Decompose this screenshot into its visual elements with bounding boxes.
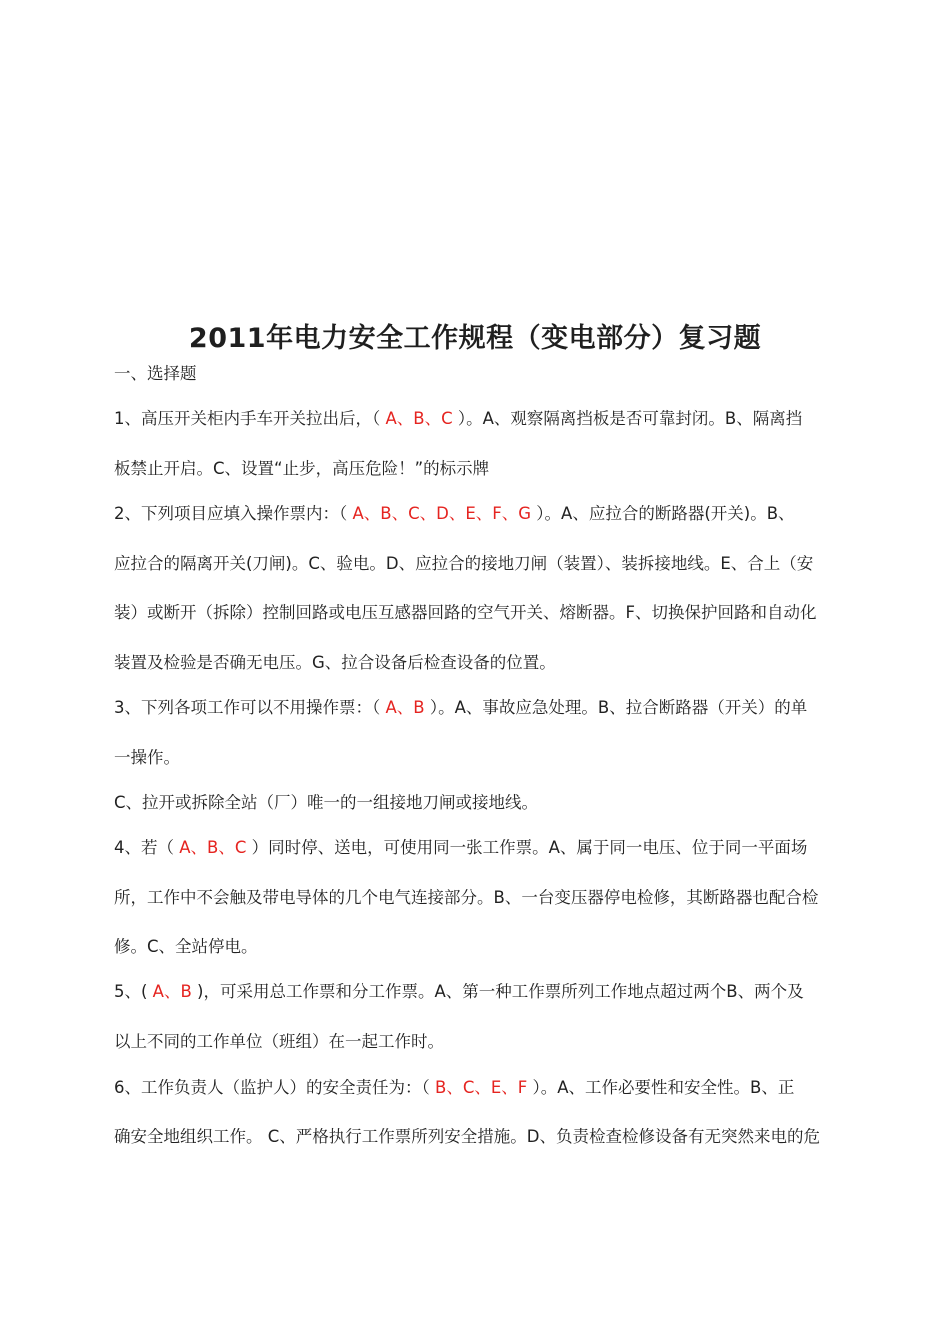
answer-text: A、B、C <box>174 838 252 857</box>
text-line <box>114 1030 844 1054</box>
line-text: 4、若（ <box>114 838 174 857</box>
text-line <box>114 980 844 1004</box>
line-text-continued: ）。A、应拉合的断路器(开关)。B、 <box>536 504 795 523</box>
text-line <box>114 935 844 959</box>
text-line <box>114 791 844 815</box>
line-text-continued: )，可采用总工作票和分工作票。A、第一种工作票所列工作地点超过两个B、两个及 <box>197 982 804 1001</box>
text-line <box>114 407 844 431</box>
line-text: 5、( <box>114 982 148 1001</box>
answer-text: B、C、E、F <box>429 1078 533 1097</box>
line-text: 1、高压开关柜内手车开关拉出后，（ <box>114 409 381 428</box>
answer-text: A、B、C、D、E、F、G <box>347 504 537 523</box>
line-text: 6、工作负责人（监护人）的安全责任为：（ <box>114 1078 430 1097</box>
line-text: 装）或断开（拆除）控制回路或电压互感器回路的空气开关、熔断器。F、切换保护回路和自动化 <box>114 603 817 622</box>
line-text-continued: ）。A、工作必要性和安全性。B、正 <box>532 1078 795 1097</box>
line-text-continued: ）。A、观察隔离挡板是否可靠封闭。B、隔离挡 <box>457 409 803 428</box>
line-text: 一操作。 <box>114 748 180 767</box>
text-line <box>114 836 844 860</box>
line-text: 应拉合的隔离开关(刀闸)。C、验电。D、应拉合的接地刀闸（装置）、装拆接地线。E、合上（安 <box>114 554 814 573</box>
text-line <box>114 651 844 675</box>
line-text: 3、下列各项工作可以不用操作票：（ <box>114 698 381 717</box>
text-line <box>114 1076 844 1100</box>
answer-text: A、B <box>147 982 198 1001</box>
line-text-continued: ）。A、事故应急处理。B、拉合断路器（开关）的单 <box>429 698 808 717</box>
line-text: C、拉开或拆除全站（厂）唯一的一组接地刀闸或接地线。 <box>114 793 539 812</box>
line-text: 所，工作中不会触及带电导体的几个电气连接部分。B、一台变压器停电检修，其断路器也配合检 <box>114 888 819 907</box>
text-line <box>114 1125 844 1149</box>
line-text-continued: ）同时停、送电，可使用同一张工作票。A、属于同一电压、位于同一平面场 <box>251 838 808 857</box>
text-line <box>114 502 844 526</box>
text-line <box>114 886 844 910</box>
answer-text: A、B <box>380 698 430 717</box>
text-line <box>114 457 844 481</box>
line-text: 确安全地组织工作。 C、严格执行工作票所列安全措施。D、负责检查检修设备有无突然来电的危 <box>114 1127 820 1146</box>
line-text: 板禁止开启。C、设置“止步，高压危险！”的标示牌 <box>114 459 490 478</box>
line-text: 装置及检验是否确无电压。G、拉合设备后检查设备的位置。 <box>114 653 556 672</box>
section-heading: 一、选择题 <box>114 364 197 383</box>
line-text: 修。C、全站停电。 <box>114 937 258 956</box>
text-line <box>114 601 844 625</box>
document-title: 2011年电力安全工作规程（变电部分）复习题 <box>188 323 762 354</box>
line-text: 以上不同的工作单位（班组）在一起工作时。 <box>114 1032 444 1051</box>
text-line <box>114 746 844 770</box>
answer-text: A、B、C <box>380 409 458 428</box>
line-text: 2、下列项目应填入操作票内：（ <box>114 504 348 523</box>
text-line <box>114 552 844 576</box>
text-line <box>114 696 844 720</box>
